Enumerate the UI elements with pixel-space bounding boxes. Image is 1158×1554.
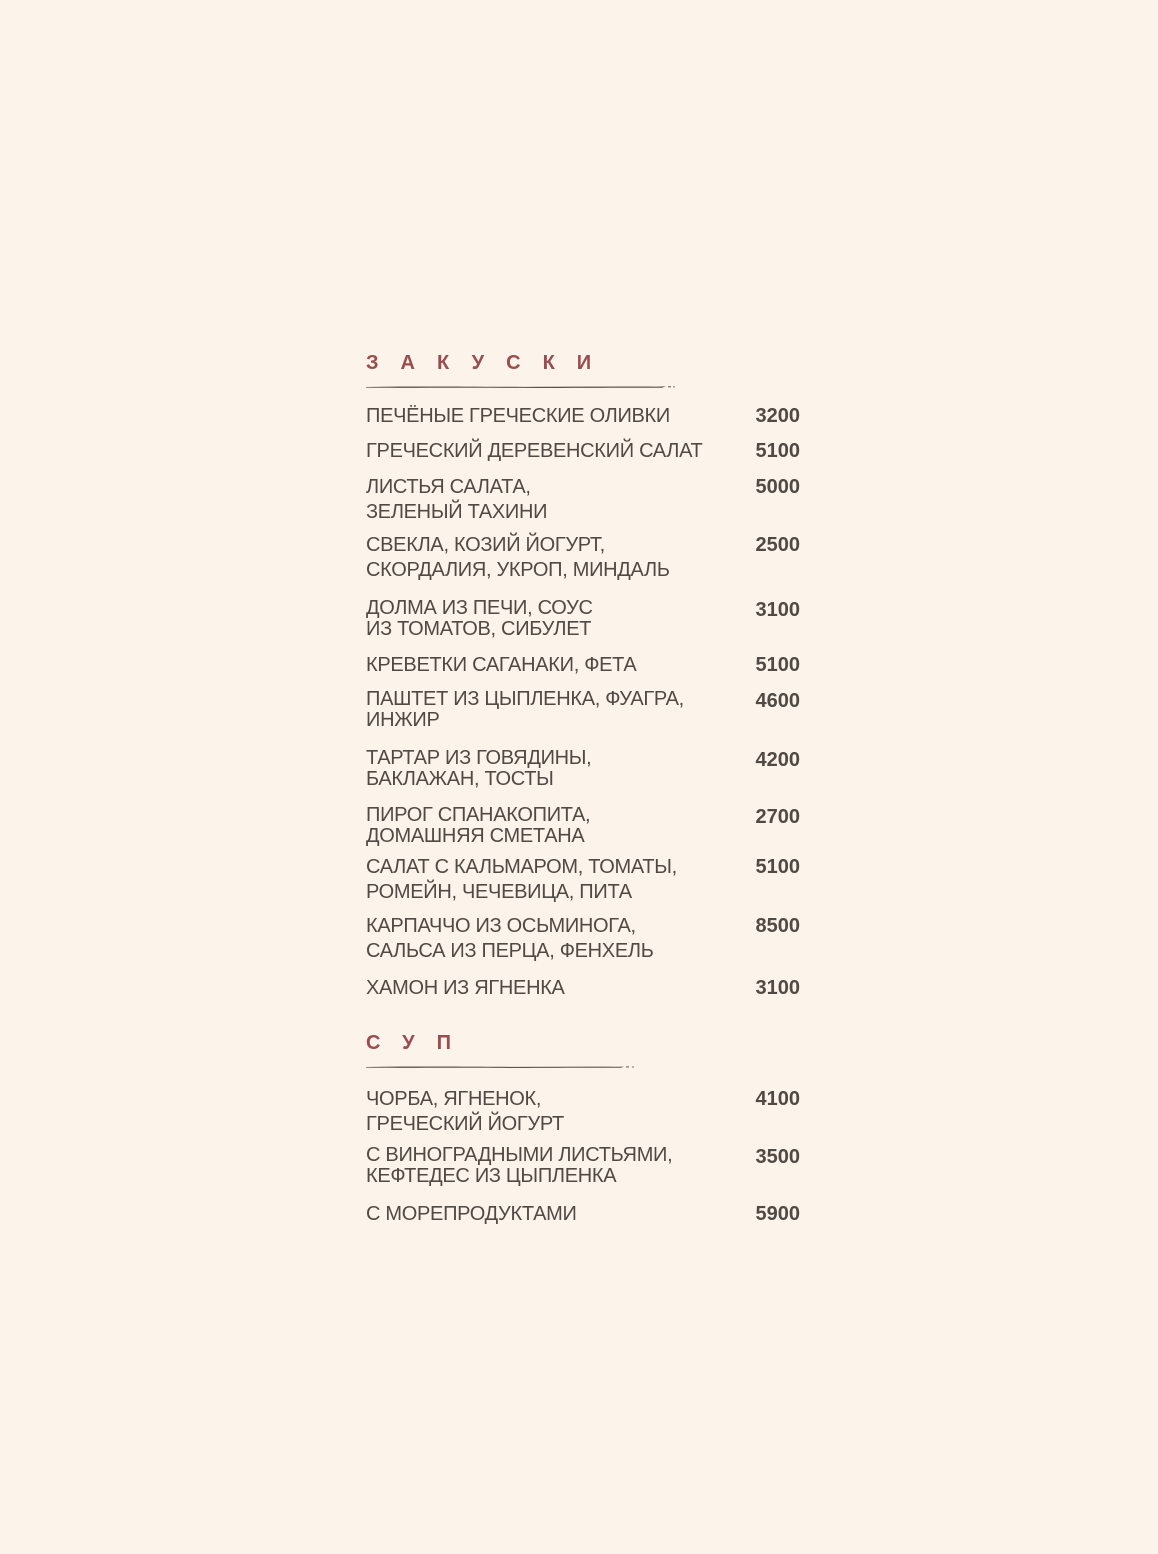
item-name: СВЕКЛА, КОЗИЙ ЙОГУРТ, СКОРДАЛИЯ, УКРОП, МИНДАЛЬ: [366, 534, 670, 581]
item-price: 4100: [755, 1088, 800, 1110]
item-name: ПЕЧЁНЫЕ ГРЕЧЕСКИЕ ОЛИВКИ: [366, 405, 670, 427]
item-name: ПАШТЕТ ИЗ ЦЫПЛЕНКА, ФУАГРА, ИНЖИР: [366, 688, 684, 731]
menu-item: [366, 805, 800, 847]
item-price: 5100: [755, 856, 800, 878]
menu-item: [366, 914, 800, 964]
item-name: ЧОРБА, ЯГНЕНОК, ГРЕЧЕСКИЙ ЙОГУРТ: [366, 1088, 564, 1135]
item-name: ХАМОН ИЗ ЯГНЕНКА: [366, 977, 565, 999]
item-price: 5000: [755, 476, 800, 498]
item-price: 8500: [755, 915, 800, 937]
item-price: 3100: [755, 599, 800, 621]
menu-item: [366, 475, 800, 525]
item-price: 5100: [755, 440, 800, 462]
item-price: 3200: [755, 405, 800, 427]
section-title: СУП: [366, 1032, 473, 1054]
item-price: 4600: [755, 690, 800, 712]
menu-item: [366, 598, 800, 640]
item-price: 2700: [755, 806, 800, 828]
menu-item: [366, 404, 800, 429]
item-list: [366, 404, 800, 1001]
item-name: ТАРТАР ИЗ ГОВЯДИНЫ, БАКЛАЖАН, ТОСТЫ: [366, 747, 592, 790]
item-price: 3100: [755, 977, 800, 999]
menu-item: [366, 976, 800, 1001]
item-price: 2500: [755, 534, 800, 556]
brush-divider: [366, 384, 676, 390]
section-appetizers: [366, 350, 800, 1001]
menu-item: [366, 1145, 800, 1187]
item-name: КАРПАЧЧО ИЗ ОСЬМИНОГА, САЛЬСА ИЗ ПЕРЦА, ФЕНХЕЛЬ: [366, 915, 654, 962]
menu-item: [366, 439, 800, 464]
item-price: 5100: [755, 654, 800, 676]
menu-item: [366, 689, 800, 731]
item-price: 4200: [755, 749, 800, 771]
menu-item: [366, 1202, 800, 1227]
menu: [366, 350, 800, 1227]
menu-item: [366, 653, 800, 678]
menu-item: [366, 855, 800, 905]
item-name: ГРЕЧЕСКИЙ ДЕРЕВЕНСКИЙ САЛАТ: [366, 440, 703, 462]
item-name: ЛИСТЬЯ САЛАТА, ЗЕЛЕНЫЙ ТАХИНИ: [366, 476, 548, 523]
item-name: С ВИНОГРАДНЫМИ ЛИСТЬЯМИ, КЕФТЕДЕС ИЗ ЦЫПЛЕНКА: [366, 1144, 673, 1187]
brush-divider: [366, 1064, 636, 1070]
menu-item: [366, 533, 800, 583]
item-price: 3500: [755, 1146, 800, 1168]
item-name: С МОРЕПРОДУКТАМИ: [366, 1203, 577, 1225]
section-soup: [366, 1030, 800, 1227]
item-name: ПИРОГ СПАНАКОПИТА, ДОМАШНЯЯ СМЕТАНА: [366, 804, 591, 847]
item-list: [366, 1087, 800, 1227]
item-name: ДОЛМА ИЗ ПЕЧИ, СОУС ИЗ ТОМАТОВ, СИБУЛЕТ: [366, 597, 593, 640]
menu-item: [366, 748, 800, 790]
menu-item: [366, 1087, 800, 1137]
item-name: САЛАТ С КАЛЬМАРОМ, ТОМАТЫ, РОМЕЙН, ЧЕЧЕВИЦА, ПИТА: [366, 856, 677, 903]
section-title: ЗАКУСКИ: [366, 352, 614, 374]
item-name: КРЕВЕТКИ САГАНАКИ, ФЕТА: [366, 654, 637, 676]
item-price: 5900: [755, 1203, 800, 1225]
